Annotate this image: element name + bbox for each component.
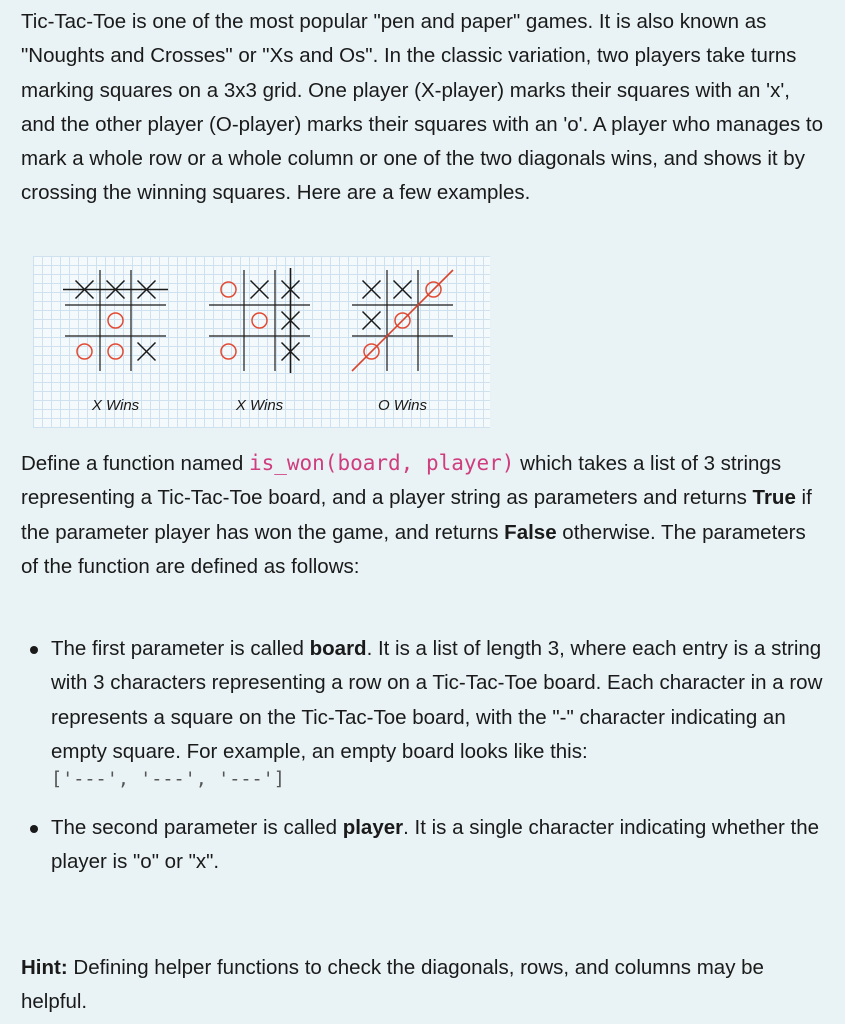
board-2-caption: X Wins <box>235 397 284 414</box>
board-param-text-1: The first parameter is called <box>51 637 310 660</box>
o-mark <box>221 344 236 359</box>
list-item-board-param <box>21 632 826 791</box>
definition-paragraph <box>21 446 826 584</box>
o-mark <box>77 344 92 359</box>
hint-text: Defining helper functions to check the diagonals, rows, and columns may be helpful. <box>21 956 764 1014</box>
player-param-text-2: . It is a single character indicating whether the player is "o" or "x". <box>51 816 820 874</box>
define-text-4: otherwise. The parameters of the function are defined as follows: <box>21 520 806 578</box>
function-signature: is_won(board, player) <box>248 451 515 475</box>
o-mark <box>108 313 123 328</box>
intro-paragraph <box>21 5 826 211</box>
false-keyword: False <box>504 520 557 544</box>
define-text-2: which takes a list of 3 strings representing a Tic-Tac-Toe board, and a player string as parameters and returns <box>21 452 782 510</box>
player-param-name: player <box>342 816 404 840</box>
tic-tac-toe-examples-figure <box>33 256 490 428</box>
o-mark <box>252 313 267 328</box>
player-param-text-1: The second parameter is called <box>51 816 343 840</box>
examples-svg <box>33 256 490 428</box>
define-text-3: if the parameter player has won the game, and returns <box>21 486 812 544</box>
o-mark <box>108 344 123 359</box>
board-param-name: board <box>309 637 367 660</box>
board-1-caption: X Wins <box>91 397 140 414</box>
board-param-text-2: . It is a list of length 3, where each entry is a string with 3 characters representing a row on a Tic-Tac-Toe board. Each character in a row represents a square on the Tic-Tac-Toe board, with the "-" character indicating an empty square. For example, an empty board looks like this: <box>51 637 823 763</box>
empty-board-code-example: ['---', '---', '---'] <box>51 769 285 791</box>
true-keyword: True <box>752 486 796 510</box>
parameter-list <box>21 632 826 880</box>
hint-paragraph <box>21 951 826 1020</box>
list-item-player-param <box>21 811 826 880</box>
intro-text: Tic-Tac-Toe is one of the most popular "pen and paper" games. It is also known as "Noughts and Crosses" or "Xs and Os". In the classic variation, two players take turns marking squares on a 3x3 grid. One player (X-player) marks their squares with an 'x', and the other player (O-player) marks their squares with an 'o'. A player who manages to mark a whole row or a whole column or one of the two diagonals wins, and shows it by crossing the winning squares. Here are a few examples. <box>21 10 824 205</box>
define-text-1: Define a function named <box>21 452 249 475</box>
o-mark <box>221 282 236 297</box>
board-3-caption: O Wins <box>377 397 428 414</box>
hint-label: Hint: <box>21 956 68 979</box>
